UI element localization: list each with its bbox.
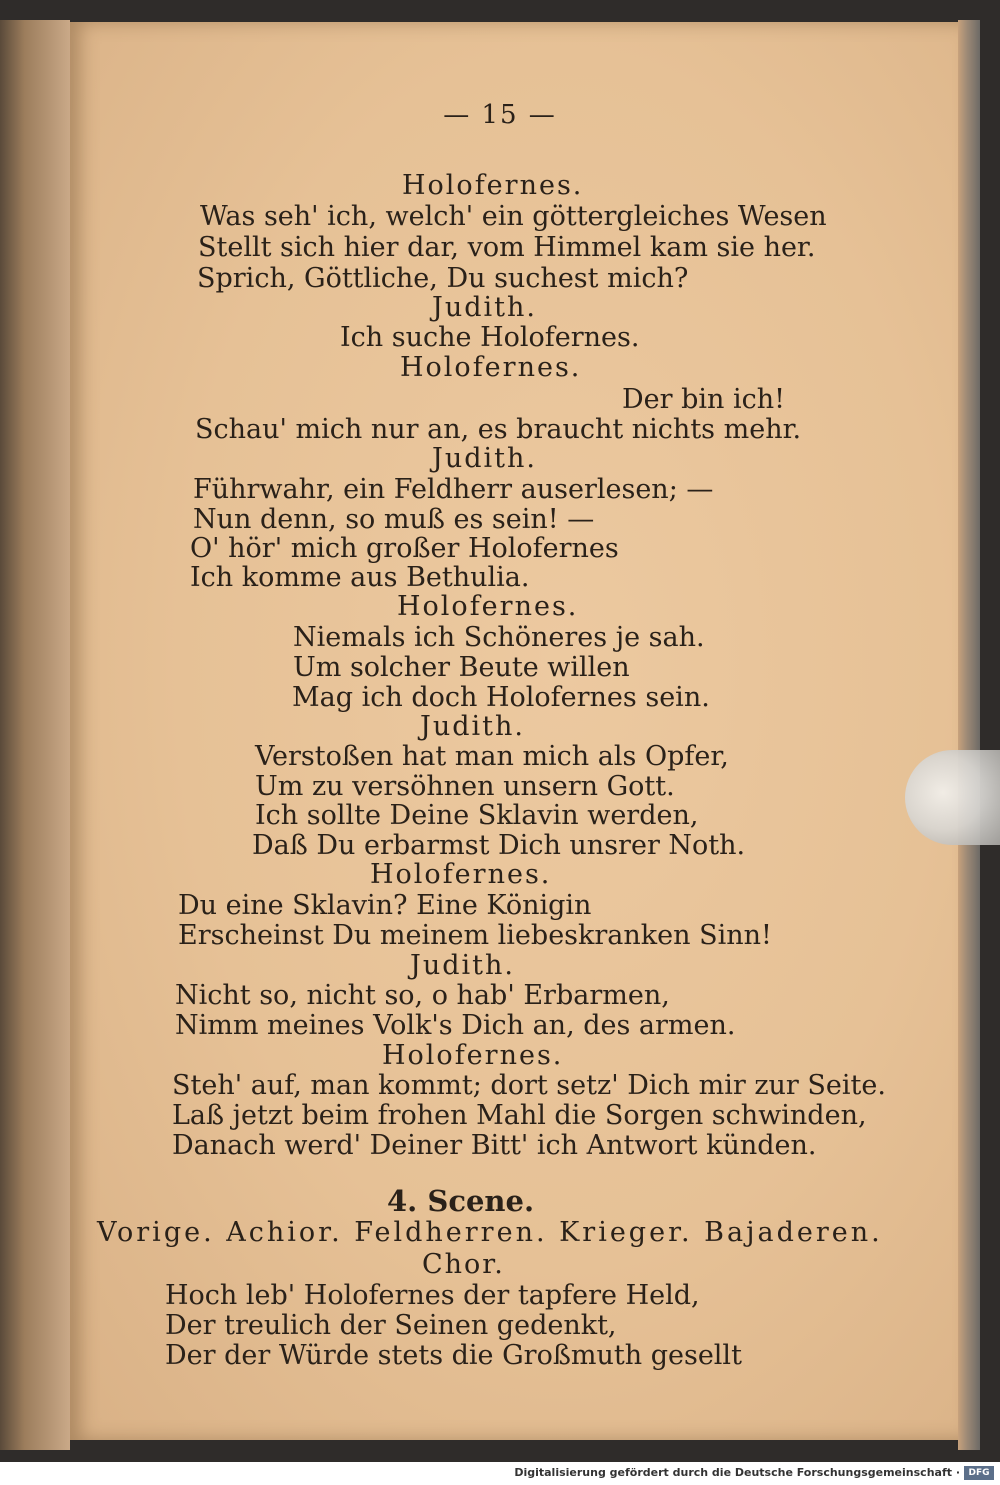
footer-bar bbox=[0, 1462, 1000, 1485]
verse-line: Stellt sich hier dar, vom Himmel kam sie her. bbox=[198, 232, 816, 263]
verse-line: Mag ich doch Holofernes sein. bbox=[292, 682, 710, 713]
verse-line: Erscheinst Du meinem liebeskranken Sinn! bbox=[178, 920, 772, 951]
page-clip bbox=[905, 750, 1000, 845]
verse-line: Schau' mich nur an, es braucht nichts mehr. bbox=[195, 414, 802, 445]
verse-line: Ich komme aus Bethulia. bbox=[190, 562, 530, 593]
funding-notice: Digitalisierung gefördert durch die Deutsche Forschungsgemeinschaft · bbox=[514, 1466, 960, 1479]
speaker-name: Chor. bbox=[422, 1249, 505, 1280]
verse-line: Steh' auf, man kommt; dort setz' Dich mir zur Seite. bbox=[172, 1070, 886, 1101]
verse-line: Du eine Sklavin? Eine Königin bbox=[178, 890, 592, 921]
verse-line: Ich suche Holofernes. bbox=[340, 322, 640, 353]
speaker-name: Holofernes. bbox=[400, 352, 582, 383]
verse-line: Nicht so, nicht so, o hab' Erbarmen, bbox=[175, 980, 670, 1011]
verse-line: O' hör' mich großer Holofernes bbox=[190, 533, 619, 564]
stage-direction: Vorige. Achior. Feldherren. Krieger. Bajaderen. bbox=[97, 1217, 883, 1248]
verse-line: Hoch leb' Holofernes der tapfere Held, bbox=[165, 1280, 700, 1311]
left-page-edge bbox=[0, 20, 70, 1450]
verse-line: Ich sollte Deine Sklavin werden, bbox=[255, 800, 699, 831]
speaker-name: Judith. bbox=[432, 443, 537, 474]
verse-line: Der der Würde stets die Großmuth gesellt bbox=[165, 1340, 742, 1371]
right-page-edge bbox=[958, 20, 980, 1450]
speaker-name: Judith. bbox=[410, 950, 515, 981]
speaker-name: Holofernes. bbox=[382, 1040, 564, 1071]
speaker-name: Judith. bbox=[432, 292, 537, 323]
speaker-name: Holofernes. bbox=[397, 591, 579, 622]
verse-line: Führwahr, ein Feldherr auserlesen; — bbox=[193, 474, 714, 505]
scene-heading: 4. Scene. bbox=[387, 1184, 535, 1218]
verse-line: Laß jetzt beim frohen Mahl die Sorgen schwinden, bbox=[172, 1100, 867, 1131]
verse-line: Um solcher Beute willen bbox=[293, 652, 630, 683]
verse-line: Nimm meines Volk's Dich an, des armen. bbox=[175, 1010, 736, 1041]
verse-line: Sprich, Göttliche, Du suchest mich? bbox=[197, 263, 689, 294]
speaker-name: Holofernes. bbox=[370, 859, 552, 890]
dfg-logo: DFG bbox=[964, 1466, 994, 1480]
verse-line: Verstoßen hat man mich als Opfer, bbox=[255, 741, 729, 772]
speaker-name: Holofernes. bbox=[402, 170, 584, 201]
verse-line: Danach werd' Deiner Bitt' ich Antwort künden. bbox=[172, 1130, 817, 1161]
verse-line: Nun denn, so muß es sein! — bbox=[193, 504, 595, 535]
verse-line: Was seh' ich, welch' ein göttergleiches Wesen bbox=[200, 201, 827, 232]
verse-line: Der bin ich! bbox=[622, 384, 786, 415]
speaker-name: Judith. bbox=[420, 711, 525, 742]
page-number: — 15 — bbox=[443, 100, 557, 130]
verse-line: Der treulich der Seinen gedenkt, bbox=[165, 1310, 617, 1341]
verse-line: Daß Du erbarmst Dich unsrer Noth. bbox=[252, 830, 746, 861]
verse-line: Niemals ich Schöneres je sah. bbox=[293, 622, 705, 653]
verse-line: Um zu versöhnen unsern Gott. bbox=[255, 771, 675, 802]
